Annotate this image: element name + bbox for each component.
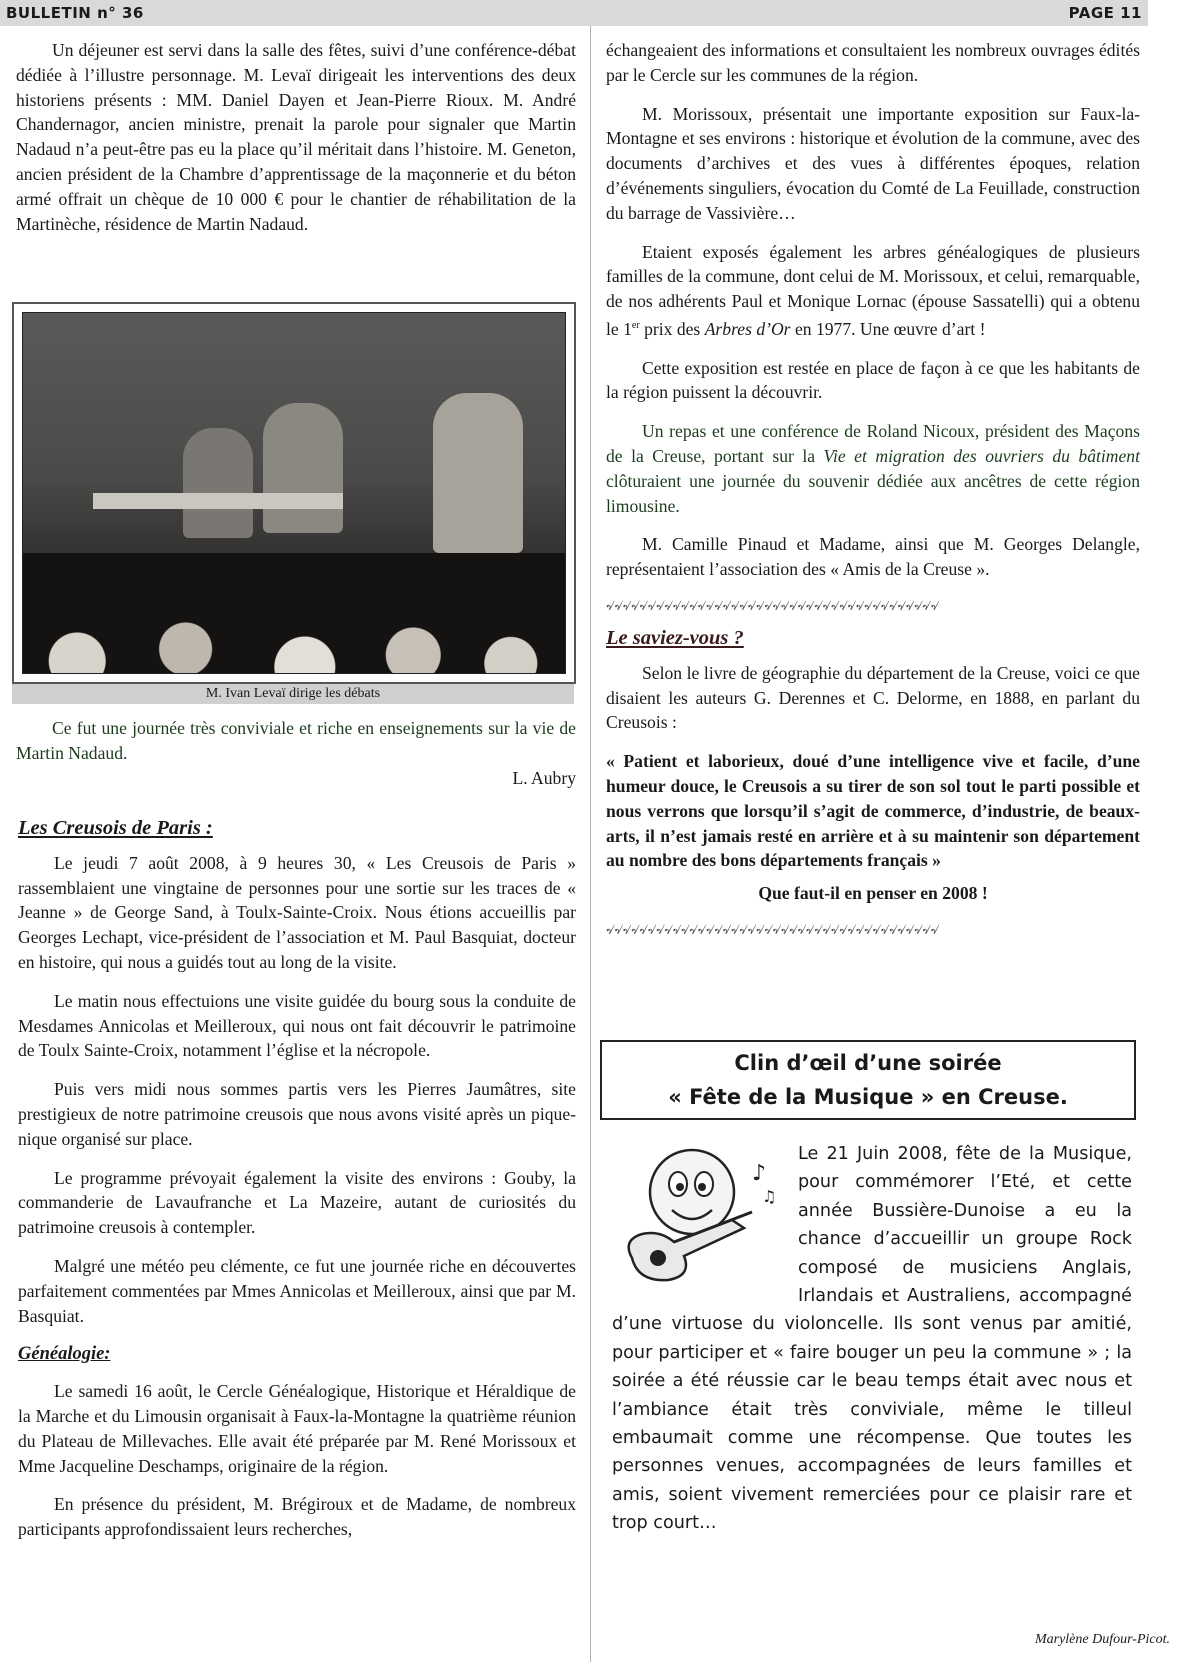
right-paragraph: M. Morissoux, présentait une importante exposition sur Faux-la-Montagne et ses environs : historique et évolution de la commune, avec des documents d’archives et des vues à différentes époques, relation d’événements singuliers, évocation du Comté de La Feuillade, construction du barrage de Vassivière… — [606, 103, 1140, 223]
left-column-closing — [16, 716, 576, 790]
fete-article — [612, 1140, 1132, 1538]
repas-italic: Vie et migration des ouvriers du bâtiment — [823, 446, 1140, 467]
photo-person — [263, 403, 343, 533]
photo-debate — [12, 302, 576, 684]
arbres-superscript: er — [631, 319, 640, 331]
page-number: PAGE 11 — [1068, 4, 1142, 22]
saviez-paragraph: Selon le livre de géographie du département de la Creuse, voici ce que disaient les auteurs G. Derennes et C. Delorme, en 1888, en parlant du Creusois : — [606, 662, 1140, 733]
creusois-paragraph: Le jeudi 7 août 2008, à 9 heures 30, « Les Creusois de Paris » rassemblaient une vingtaine de personnes pour une sortie sur les traces de « Jeanne » de George Sand, à Toulx-Sainte-Croix. Nous étions accueillis par Georges Lechapt, vice-président de l’association et M. Paul Basquiat, docteur en histoire, qui nous a guidés tout au long de la visite. — [18, 852, 576, 972]
photo-person — [433, 393, 523, 553]
creusois-paragraph: Puis vers midi nous sommes partis vers les Pierres Jaumâtres, site prestigieux de notre patrimoine creusois que nous avons visité après un pique-nique organisé sur place. — [18, 1079, 576, 1149]
right-paragraph: échangeaient des informations et consultaient les nombreux ouvrages édités par le Cercle sur les communes de la région. — [606, 40, 1140, 85]
signature: Marylène Dufour-Picot. — [1034, 1632, 1170, 1647]
photo-person — [183, 428, 253, 538]
arbres-text: Etaient exposés également les arbres généalogiques de plusieurs familles de la commune, dont celui de M. Morissoux, et celui, remarquable, de nos adhérents Paul et Monique Lornac (épouse Sassatelli) qui a obtenu le 1 — [606, 241, 1140, 339]
exposition-paragraph: Cette exposition est restée en place de façon à ce que les habitants de la région puissent la découvrir. — [606, 357, 1140, 403]
ornament-divider: ৵৵৵৵৵৵৵৵৵৵৵৵৵৵৵৵৵৵৵৵৵৵৵৵৵৵৵৵৵৵৵৵৵৵৵৵৵৵৵৵ — [606, 598, 939, 614]
creusois-title: Les Creusois de Paris : — [18, 817, 213, 839]
fete-title-line: « Fête de la Musique » en Creuse. — [668, 1085, 1068, 1109]
svg-text:♫: ♫ — [762, 1187, 777, 1206]
closing-author: L. Aubry — [512, 767, 576, 788]
creusois-paragraph: Le matin nous effectuions une visite guidée du bourg sous la conduite de Mesdames Annicolas et Meilleroux, qui nous ont fait découvrir le patrimoine de Toulx Sainte-Croix, notamment l’église et la nécropole. — [18, 990, 576, 1061]
left-column-top — [16, 38, 576, 236]
arbres-text: prix des — [639, 318, 705, 339]
fete-text: Le 21 Juin 2008, fête de la Musique, pour commémorer l’Eté, et cette année Bussière-Dunoise a eu la chance d’accueillir un groupe Rock composé de musiciens Anglais, Irlandais et Australiens, accompagné d’une virtuose du violoncelle. Ils sont venus par amitié, pour participer et « faire bouger un peu la commune » ; la soirée a été réussie car le beau temps était avec nous et l’ambiance était très conviviale, même le tilleul embaumait comme une récompense. Que toutes les personnes venues, accompagnées de leurs familles et amis, soient vivement remerciées pour ce plaisir rare et trop court… — [612, 1144, 1132, 1534]
photo-audience — [23, 553, 565, 673]
right-column — [606, 38, 1140, 940]
photo-scene — [22, 312, 566, 674]
arbres-paragraph — [606, 240, 1140, 342]
intro-paragraph: Un déjeuner est servi dans la salle des fêtes, suivi d’une conférence-débat dédiée à l’illustre personnage. M. Levaï dirigeait les interventions des deux historiens présents : MM. Daniel Dayen et Jean-Pierre Rioux. M. André Chandernagor, ancien ministre, prenait la parole pour signaler que Martin Nadaud n’a peut-être pas eu la place qu’il méritait dans l’histoire. M. Geneton, ancien président de la Chambre d’apprentissage de la maçonnerie et du béton armé offrait un chèque de 10 000 € pour le chantier de réhabilitation de la Martinèche, résidence de Martin Nadaud. — [16, 40, 576, 234]
photo-table — [93, 493, 343, 509]
pinaud-paragraph: M. Camille Pinaud et Madame, ainsi que M. Georges Delangle, représentaient l’association des « Amis de la Creuse ». — [606, 534, 1140, 580]
creusois-paragraph: Le programme prévoyait également la visite des environs : Gouby, la commanderie de Lavaufranche et La Mazeire, autant de curiosités du patrimoine creusois à contempler. — [18, 1167, 576, 1238]
saviez-title: Le saviez-vous ? — [606, 627, 744, 649]
repas-text: Un repas et une conférence de Roland Nicoux, président des Maçons de la Creuse, portant sur la — [606, 421, 1140, 467]
creusois-paragraph: Malgré une météo peu clémente, ce fut une journée riche en découvertes parfaitement commentées par Mmes Annicolas et Meilleroux, ainsi que par M. Basquiat. — [18, 1255, 576, 1326]
genealogie-paragraph: En présence du président, M. Brégiroux et de Madame, de nombreux participants approfondissaient leurs recherches, — [18, 1494, 576, 1540]
genealogie-title: Généalogie: — [18, 1344, 111, 1365]
svg-text:♪: ♪ — [752, 1161, 767, 1186]
photo-caption: M. Ivan Levaï dirige les débats — [12, 684, 574, 704]
bulletin-number: BULLETIN n° 36 — [6, 4, 144, 22]
quote-paragraph: « Patient et laborieux, doué d’une intelligence vive et facile, d’une humeur douce, le Creusois a su tirer de son sol tout le parti possible et nous verrons que lorsqu’il s’agit de commerce, d’industrie, de beaux-arts, il n’est jamais resté en arrière et à su maintenir son département au nombre des bons départements français » — [606, 751, 1140, 871]
column-divider — [590, 26, 591, 1662]
arbres-text: en 1977. Une œuvre d’art ! — [790, 318, 986, 339]
closing-paragraph: Ce fut une journée très conviviale et riche en enseignements sur la vie de Martin Nadaud. — [16, 718, 576, 763]
guitar-cartoon-icon — [612, 1140, 792, 1310]
fete-title-box — [600, 1040, 1136, 1120]
repas-text: clôturaient une journée du souvenir dédiée aux ancêtres de cette région limousine. — [606, 470, 1140, 516]
question-line: Que faut-il en penser en 2008 ! — [758, 883, 988, 904]
genealogie-paragraph: Le samedi 16 août, le Cercle Généalogique, Historique et Héraldique de la Marche et du Limousin organisait à Faux-la-Montagne la quatrième réunion du Plateau de Millevaches. Elle avait été préparée par M. René Morissoux et Mme Jacqueline Deschamps, originaire de la région. — [18, 1381, 576, 1476]
page-header — [0, 0, 1148, 26]
arbres-italic: Arbres d’Or — [704, 318, 791, 339]
repas-paragraph — [606, 419, 1140, 518]
fete-title-line: Clin d’œil d’une soirée — [734, 1051, 1002, 1075]
creusois-section — [18, 816, 576, 1542]
ornament-divider: ৵৵৵৵৵৵৵৵৵৵৵৵৵৵৵৵৵৵৵৵৵৵৵৵৵৵৵৵৵৵৵৵৵৵৵৵৵৵৵৵ — [606, 921, 939, 938]
